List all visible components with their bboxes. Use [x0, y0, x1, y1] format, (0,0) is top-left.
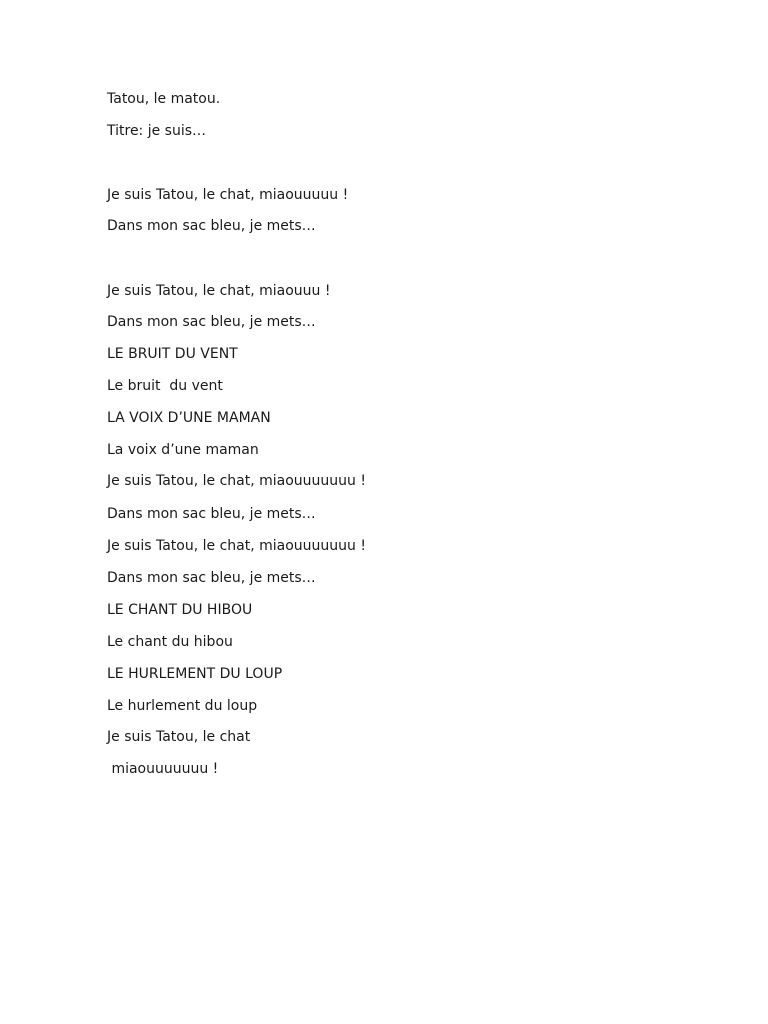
text-line: Le bruit du vent	[107, 378, 223, 394]
text-line: Le chant du hibou	[107, 634, 233, 650]
text-line: miaouuuuuuu !	[107, 761, 219, 777]
text-line: Je suis Tatou, le chat, miaouuuuuuu !	[107, 473, 366, 489]
text-line: LE CHANT DU HIBOU	[107, 602, 253, 618]
text-line: Je suis Tatou, le chat, miaouuu !	[107, 283, 331, 299]
text-line: LE BRUIT DU VENT	[107, 346, 238, 362]
text-line: Le hurlement du loup	[107, 698, 258, 714]
text-line: LA VOIX D’UNE MAMAN	[107, 410, 271, 426]
text-line: Je suis Tatou, le chat, miaouuuuu !	[107, 187, 349, 203]
text-line: LE HURLEMENT DU LOUP	[107, 666, 283, 682]
text-line: Je suis Tatou, le chat	[107, 729, 251, 745]
document-subtitle: Titre: je suis…	[107, 123, 207, 139]
text-line: Dans mon sac bleu, je mets…	[107, 314, 316, 330]
text-line: Dans mon sac bleu, je mets…	[107, 218, 316, 234]
text-line: Je suis Tatou, le chat, miaouuuuuuu !	[107, 538, 366, 554]
text-line: La voix d’une maman	[107, 442, 259, 458]
text-line: Dans mon sac bleu, je mets…	[107, 570, 316, 586]
text-line: Dans mon sac bleu, je mets…	[107, 506, 316, 522]
document-title: Tatou, le matou.	[107, 91, 221, 107]
